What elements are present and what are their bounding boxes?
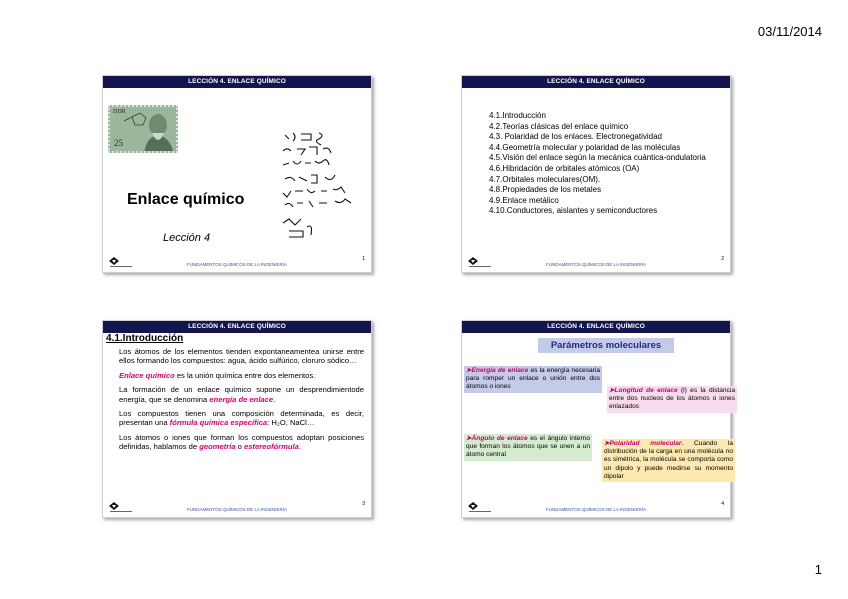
page-number: 1 [814, 562, 822, 577]
stamp-image [108, 105, 178, 153]
toc-item: 4.1.Introducción [489, 111, 546, 120]
slide-subtitle: Lección 4 [163, 232, 211, 244]
slide-header: LECCIÓN 4. ENLACE QUÍMICO [462, 76, 730, 88]
slide-title: Enlace químico [127, 191, 245, 208]
table-of-contents [489, 111, 725, 217]
slide-header: LECCIÓN 4. ENLACE QUÍMICO [103, 321, 371, 333]
toc-item: 4.2.Teorías clásicas del enlace químico [489, 121, 629, 131]
slide-footer: FUNDAMENTOS QUÍMICOS DE LA INGENIERÍA [187, 262, 287, 267]
stamp-text: DDR [113, 109, 126, 115]
slide-number: 1 [362, 256, 365, 262]
slide-number: 4 [721, 501, 724, 507]
slide-footer: FUNDAMENTOS QUÍMICOS DE LA INGENIERÍA [187, 507, 287, 512]
slide-header: LECCIÓN 4. ENLACE QUÍMICO [103, 76, 371, 88]
toc-item: 4.3. Polaridad de los enlaces. Electronegatividad [489, 132, 662, 142]
arrow-icon: ➤ [466, 367, 472, 374]
toc-item: 4.7.Orbitales moleculares(OM). [489, 174, 601, 184]
keyword: geometría [199, 442, 236, 452]
toc-item: 4.9.Enlace metálico [489, 195, 559, 205]
paragraph: Los átomos o iones que forman los compuestos adoptan posiciones definidas, hablamos de geometría o estereofórmula. [119, 432, 364, 452]
slide-thumbnail-4[interactable] [461, 320, 735, 518]
keyword: fórmula química específica [169, 418, 268, 428]
toc-item: 4.5.Visión del enlace según la mecánica cuántica-ondulatoria [489, 153, 706, 163]
definition-box-polarity: ➤Polaridad molecular. Cuando la distribución de la carga en una molécula no es simétrica, la molécula se comporta como un dipolo y puede medirse su momento dipolar [602, 439, 735, 482]
toc-item: 4.4.Geometría molecular y polaridad de las moléculas [489, 142, 681, 152]
slide-header: LECCIÓN 4. ENLACE QUÍMICO [462, 321, 730, 333]
slide-body [119, 347, 364, 457]
paragraph: Enlace químico es la unión química entre dos elementos. [119, 370, 316, 380]
arrow-icon: ➤ [466, 435, 472, 442]
paragraph: Los átomos de los elementos tienden expontaneamentea unirse entre ellos formando los compuestos: agua, ácido sulfúrico, cloruro sódico… [119, 347, 364, 366]
handwritten-formulas-image [279, 131, 369, 246]
slide-thumbnail-3[interactable] [102, 320, 372, 518]
paragraph: La formación de un enlace químico supone un desprendimientode energía, que se denomina energía de enlace. [119, 385, 364, 404]
definition-box-angle: ➤Ángulo de enlace es el ángulo interno que forman los átomos que se unen a un átomo central [464, 434, 592, 461]
keyword: energía de enlace [209, 394, 274, 404]
toc-item: 4.10.Conductores, aislantes y semiconductores [489, 206, 658, 216]
arrow-icon: ➤ [604, 440, 610, 447]
section-heading: 4.1.Introducción [106, 333, 184, 344]
paragraph: Los compuestos tienen una composición determinada, es decir, presentan una fórmula química específica: H₂O, NaCl… [119, 409, 364, 428]
definition-box-length: ➤Longitud de enlace (l) es la distancia entre dos nucleos de los átomos o iones enlazados [607, 386, 737, 413]
slide-thumbnail-2[interactable] [461, 75, 731, 273]
stamp-value: 25 [114, 138, 123, 148]
definition-box-energy: ➤Energía de enlace es la energía necesaria para romper un enlace o unión entre dos átomos o iones [464, 366, 602, 393]
keyword: Enlace químico [119, 370, 175, 380]
keyword: estereofórmula [243, 442, 299, 452]
slide-footer: FUNDAMENTOS QUÍMICOS DE LA INGENIERÍA [546, 262, 646, 267]
arrow-icon: ➤ [609, 387, 615, 394]
slide-number: 2 [721, 256, 724, 262]
toc-item: 4.6.Hibridación de orbitales atómicos (OA) [489, 163, 640, 173]
toc-item: 4.8.Propiedades de los metales [489, 185, 602, 195]
slide-number: 3 [362, 501, 365, 507]
slide-title: Parámetros moleculares [538, 338, 674, 353]
date-label: 03/11/2014 [757, 24, 822, 39]
slide-footer: FUNDAMENTOS QUÍMICOS DE LA INGENIERÍA [546, 507, 646, 512]
slide-thumbnail-1[interactable] [102, 75, 372, 273]
